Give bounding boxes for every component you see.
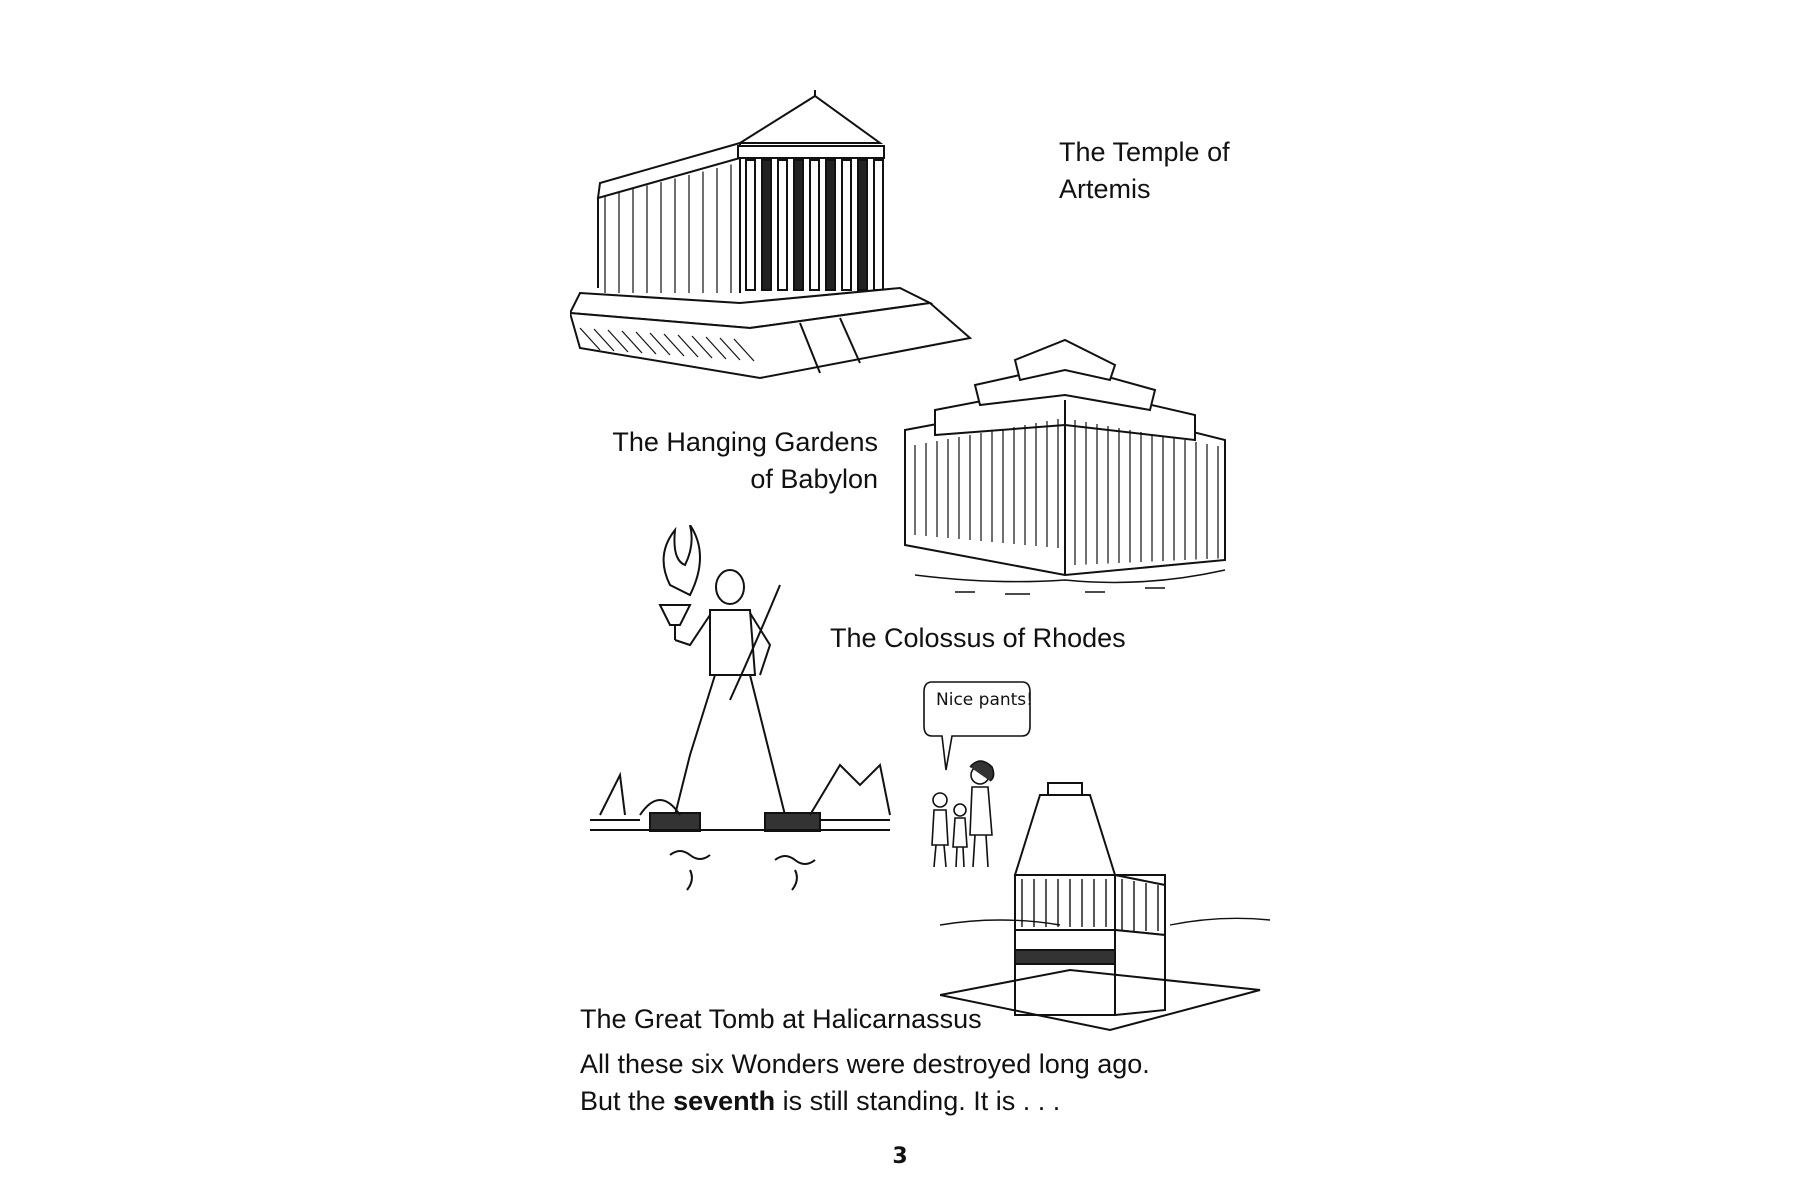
body-bold-word: seventh: [673, 1086, 776, 1116]
colossus-of-rhodes-illustration: [580, 525, 900, 895]
hanging-gardens-illustration: [895, 330, 1235, 595]
temple-caption: [1059, 134, 1230, 208]
temple-caption-line2: Artemis: [1059, 174, 1151, 204]
page-number: 3: [892, 1144, 908, 1169]
body-line-2: [580, 1083, 1150, 1120]
body-line-2-end: is still standing. It is . . .: [775, 1086, 1061, 1116]
gardens-caption-line2: of Babylon: [750, 464, 878, 494]
body-text: [580, 1046, 1150, 1120]
tomb-caption: The Great Tomb at Halicarnassus: [580, 1004, 982, 1034]
temple-caption-line1: The Temple of: [1059, 137, 1230, 167]
great-tomb-illustration: [940, 775, 1280, 1035]
body-line-2-start: But the: [580, 1086, 674, 1116]
gardens-caption: [600, 424, 878, 498]
speech-bubble-text: Nice pants!: [936, 690, 1033, 710]
gardens-caption-line1: The Hanging Gardens: [612, 427, 878, 457]
body-line-1: All these six Wonders were destroyed long ago.: [580, 1049, 1150, 1079]
colossus-caption: The Colossus of Rhodes: [830, 623, 1126, 653]
